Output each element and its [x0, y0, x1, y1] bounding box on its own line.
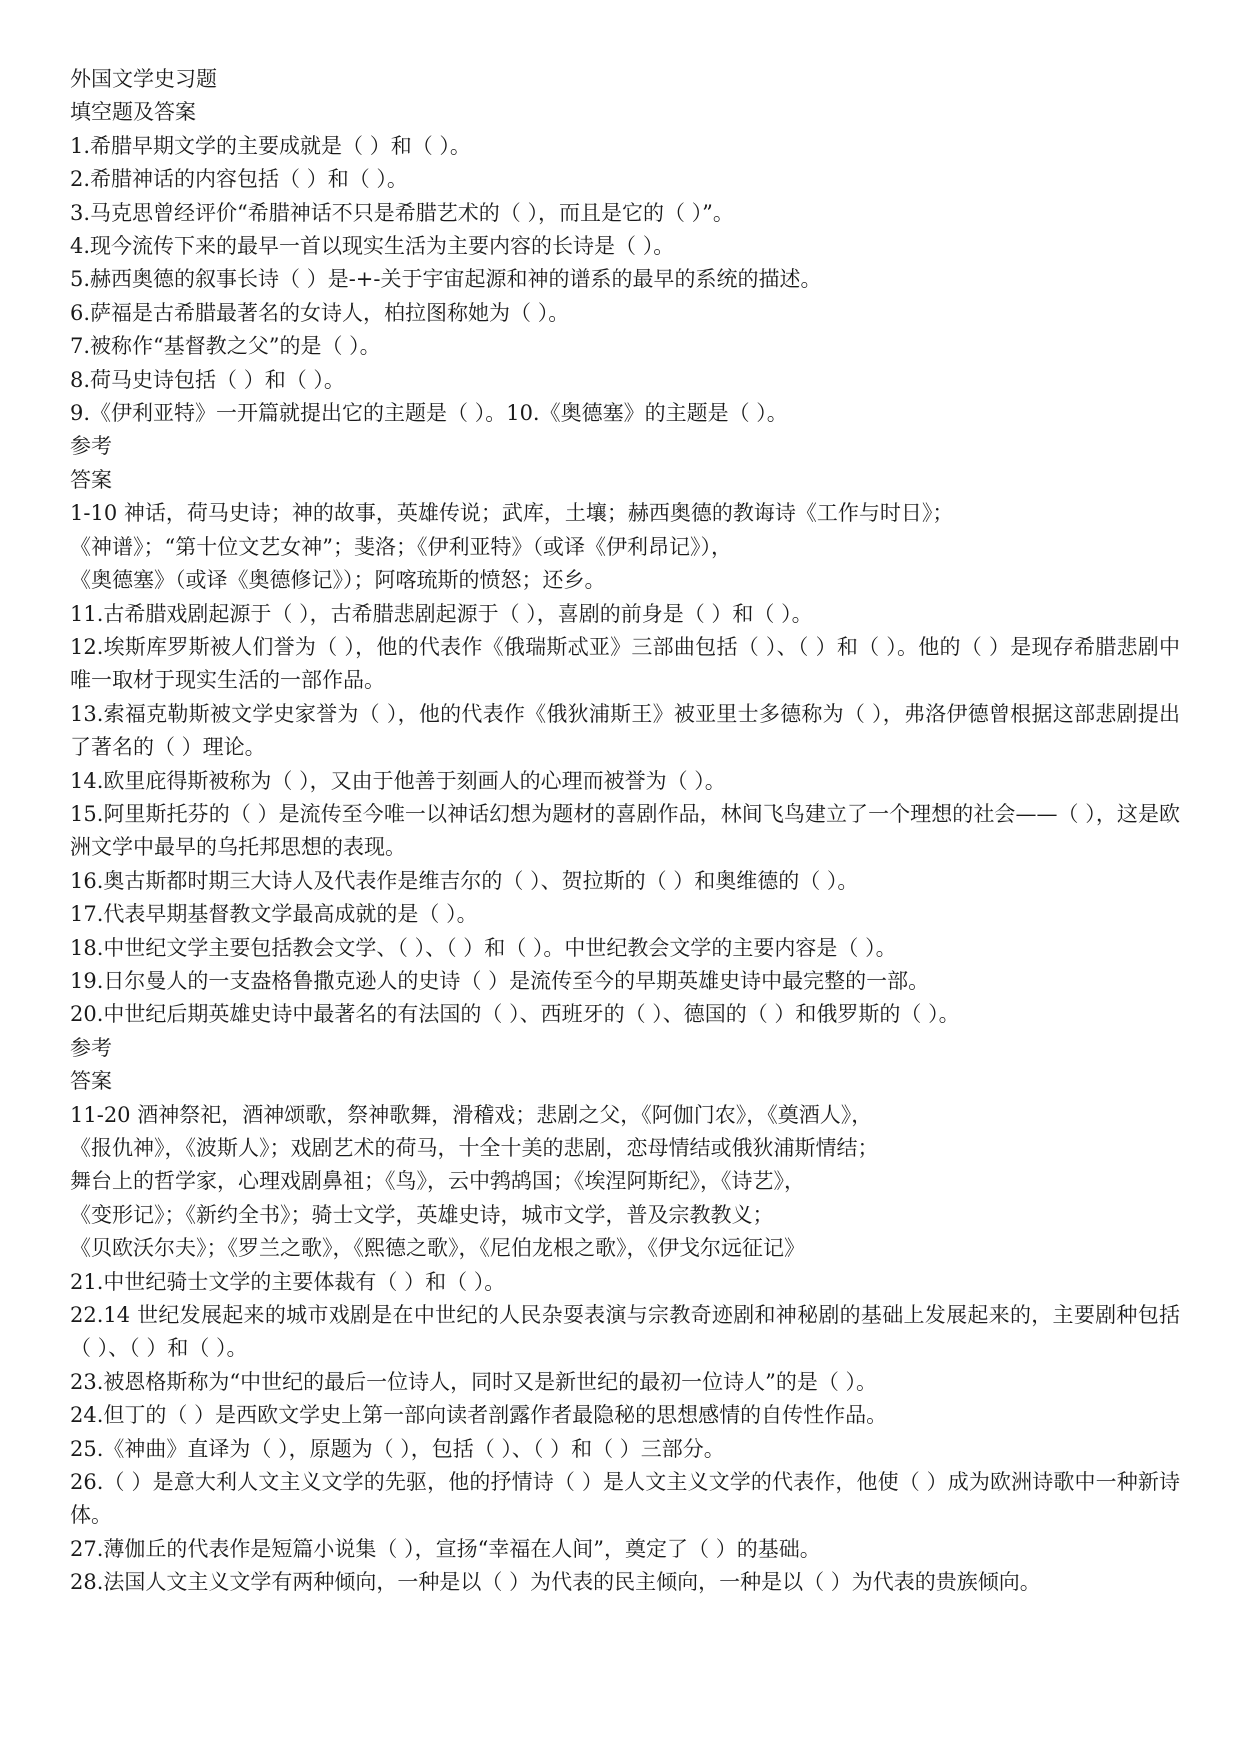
- text-line: 《神谱》；“第十位文艺女神”；斐洛；《伊利亚特》（或译《伊利昂记》），: [70, 534, 732, 559]
- text-line: 27.薄伽丘的代表作是短篇小说集（ ），宣扬“幸福在人间”，奠定了（ ）的基础。: [70, 1536, 821, 1561]
- text-line: 16.奥古斯都时期三大诗人及代表作是维吉尔的（ ）、贺拉斯的（ ）和奥维德的（ ）。: [70, 868, 859, 893]
- text-line: 9.《伊利亚特》一开篇就提出它的主题是（ ）。10.《奥德塞》的主题是（ ）。: [70, 401, 788, 426]
- text-line: 3.马克思曾经评价“希腊神话不只是希腊艺术的（ ），而且是它的（ ）”。: [70, 200, 734, 225]
- text-line: 15.阿里斯托芬的（ ）是流传至今唯一以神话幻想为题材的喜剧作品，林间飞鸟建立了一个理想的社会——（ ），这是欧洲文学中最早的乌托邦思想的表现。: [70, 801, 1180, 860]
- text-line: 8.荷马史诗包括（ ）和（ ）。: [70, 367, 345, 392]
- text-line: 《奥德塞》（或译《奥德修记》）；阿喀琉斯的愤怒；还乡。: [70, 568, 606, 593]
- text-line: 26.（ ）是意大利人文主义文学的先驱，他的抒情诗（ ）是人文主义文学的代表作，他使（ ）成为欧洲诗歌中一种新诗体。: [70, 1470, 1180, 1528]
- text-line: 舞台上的哲学家，心理戏剧鼻祖；《鸟》，云中鹁鸪国；《埃涅阿斯纪》，《诗艺》，: [70, 1169, 805, 1194]
- text-line: 17.代表早期基督教文学最高成就的是（ ）。: [70, 902, 478, 927]
- text-line: 14.欧里庇得斯被称为（ ），又由于他善于刻画人的心理而被誉为（ ）。: [70, 768, 726, 793]
- text-line: 《报仇神》，《波斯人》；戏剧艺术的荷马，十全十美的悲剧，恋母情结或俄狄浦斯情结；: [70, 1136, 879, 1160]
- text-line: 25.《神曲》直译为（ ），原题为（ ），包括（ ）、（ ）和（ ）三部分。: [70, 1436, 725, 1461]
- text-line: 21.中世纪骑士文学的主要体裁有（ ）和（ ）。: [70, 1269, 506, 1294]
- text-line: 《变形记》；《新约全书》；骑士文学，英雄史诗，城市文学，普及宗教教义；: [70, 1202, 774, 1227]
- text-line: 4.现今流传下来的最早一首以现实生活为主要内容的长诗是（ ）。: [70, 234, 675, 259]
- text-line: 7.被称作“基督教之父”的是（ ）。: [70, 334, 381, 359]
- text-line: 13.索福克勒斯被文学史家誉为（ ），他的代表作《俄狄浦斯王》被亚里士多德称为（ ），弗洛伊德曾根据这部悲剧提出了著名的（ ）理论。: [70, 701, 1180, 760]
- text-line: 1.希腊早期文学的主要成就是（ ）和（ ）。: [70, 133, 471, 158]
- text-line: 22.14 世纪发展起来的城市戏剧是在中世纪的人民杂耍表演与宗教奇迹剧和神秘剧的基础上发展起来的，主要剧种包括（ ）、（ ）和（ ）。: [70, 1303, 1180, 1361]
- text-line: 答案: [70, 467, 112, 492]
- text-line: 11-20 酒神祭祀，酒神颂歌，祭神歌舞，滑稽戏；悲剧之父，《阿伽门农》，《奠酒人》，: [70, 1102, 873, 1127]
- text-line: 《贝欧沃尔夫》；《罗兰之歌》，《熙德之歌》，《尼伯龙根之歌》，《伊戈尔远征记》: [70, 1236, 805, 1261]
- text-line: 6.萨福是古希腊最著名的女诗人，柏拉图称她为（ ）。: [70, 300, 570, 325]
- document-subtitle: 填空题及答案: [70, 100, 196, 125]
- text-line: 18.中世纪文学主要包括教会文学、（ ）、（ ）和（ ）。中世纪教会文学的主要内容是（ ）。: [70, 935, 897, 960]
- text-line: 答案: [70, 1069, 112, 1094]
- text-line: 28.法国人文主义文学有两种倾向，一种是以（ ）为代表的民主倾向，一种是以（ ）为代表的贵族倾向。: [70, 1570, 1041, 1595]
- text-line: 2.希腊神话的内容包括（ ）和（ ）。: [70, 167, 408, 192]
- text-line: 20.中世纪后期英雄史诗中最著名的有法国的（ ）、西班牙的（ ）、德国的（ ）和俄罗斯的（ ）。: [70, 1002, 960, 1027]
- text-line: 参考: [70, 434, 112, 459]
- text-line: 24.但丁的（ ）是西欧文学史上第一部向读者剖露作者最隐秘的思想感情的自传性作品。: [70, 1403, 888, 1428]
- document-body: [70, 130, 1180, 1600]
- text-line: 19.日尔曼人的一支盎格鲁撒克逊人的史诗（ ）是流传至今的早期英雄史诗中最完整的一部。: [70, 968, 930, 993]
- text-line: 23.被恩格斯称为“中世纪的最后一位诗人，同时又是新世纪的最初一位诗人”的是（ ）。: [70, 1369, 878, 1394]
- text-line: 5.赫西奥德的叙事长诗（ ）是-+-关于宇宙起源和神的谱系的最早的系统的描述。: [70, 267, 822, 292]
- text-line: 12.埃斯库罗斯被人们誉为（ ），他的代表作《俄瑞斯忒亚》三部曲包括（ ）、（ ）和（ ）。他的（ ）是现存希腊悲剧中唯一取材于现实生活的一部作品。: [70, 634, 1180, 693]
- text-line: 1-10 神话，荷马史诗；神的故事，英雄传说；武库，土壤；赫西奥德的教诲诗《工作与时日》；: [70, 501, 954, 526]
- document-page: [70, 63, 1180, 1600]
- document-title: 外国文学史习题: [70, 67, 217, 91]
- text-line: 参考: [70, 1035, 112, 1060]
- text-line: 11.古希腊戏剧起源于（ ），古希腊悲剧起源于（ ），喜剧的前身是（ ）和（ ）。: [70, 601, 813, 626]
